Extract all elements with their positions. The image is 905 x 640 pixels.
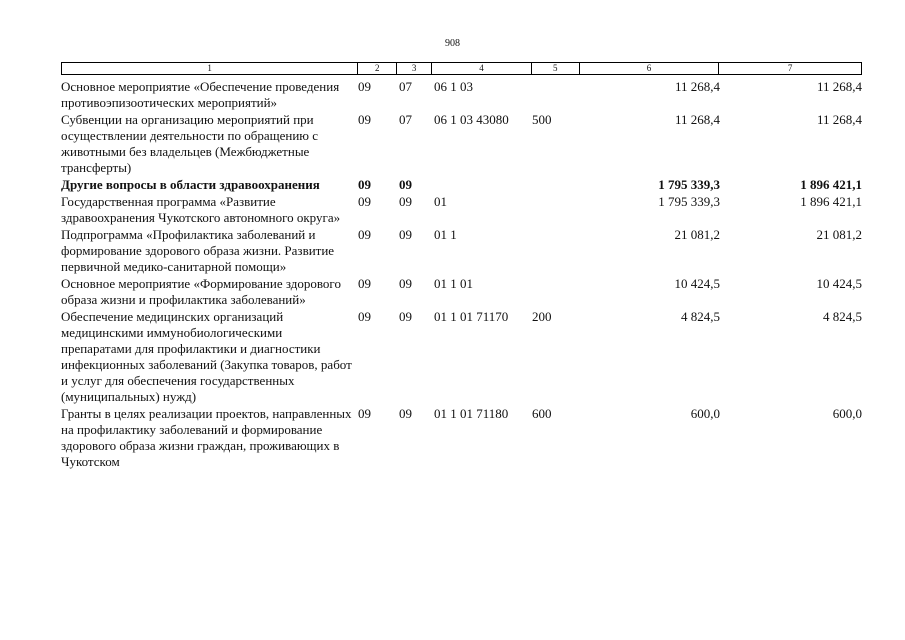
- row-name: Другие вопросы в области здравоохранения: [61, 177, 320, 192]
- row-section: 09: [358, 309, 371, 324]
- row-section: 09: [358, 79, 371, 94]
- row-subsection: 07: [399, 112, 412, 127]
- row-amount-1: 1 795 339,3: [658, 177, 720, 192]
- row-amount-1: 11 268,4: [674, 79, 720, 94]
- row-amount-2: 11 268,4: [816, 112, 862, 127]
- table-row: [61, 79, 862, 111]
- row-expense-type: [532, 227, 580, 275]
- row-section: 09: [358, 112, 371, 127]
- row-name: Субвенции на организацию мероприятий при осуществлении деятельности по обращению с животными без владельцев (Межбюджетные трансферты): [61, 112, 319, 175]
- row-amount-2: 10 424,5: [816, 276, 862, 291]
- row-subsection: 09: [399, 227, 412, 242]
- page-number: 908: [445, 38, 460, 49]
- table-row: [61, 309, 862, 405]
- row-name: Гранты в целях реализации проектов, направленных на профилактику заболеваний и формирование здорового образа жизни граждан, проживающих в Чукотском: [61, 406, 352, 469]
- row-name: Основное мероприятие «Формирование здорового образа жизни и профилактика заболеваний»: [61, 276, 341, 307]
- row-target-article: 01: [434, 194, 447, 209]
- row-section: 09: [358, 276, 371, 291]
- row-expense-type: [532, 276, 580, 308]
- header-col-3: 3: [397, 63, 432, 74]
- row-amount-2: 1 896 421,1: [800, 177, 862, 192]
- table-row: [61, 194, 862, 226]
- row-amount-2: 1 896 421,1: [800, 194, 862, 209]
- budget-table-body: [61, 79, 862, 471]
- row-name: Подпрограмма «Профилактика заболеваний и формирование здорового образа жизни. Развитие первичной медико-санитарной помощи»: [61, 227, 335, 274]
- row-amount-2: 600,0: [832, 406, 862, 421]
- header-col-7: 7: [787, 63, 793, 73]
- row-name: Основное мероприятие «Обеспечение проведения противоэпизоотических мероприятий»: [61, 79, 340, 110]
- table-row: [61, 177, 862, 193]
- row-subsection: 09: [399, 177, 412, 192]
- header-col-6: 6: [580, 63, 720, 74]
- row-target-article: 06 1 03 43080: [434, 112, 509, 127]
- row-amount-2: 21 081,2: [816, 227, 862, 242]
- row-section: 09: [358, 406, 371, 421]
- row-expense-type: [532, 177, 580, 193]
- row-amount-1: 1 795 339,3: [658, 194, 720, 209]
- table-row: [61, 276, 862, 308]
- row-amount-1: 4 824,5: [681, 309, 720, 324]
- table-row: [61, 227, 862, 275]
- row-amount-1: 11 268,4: [674, 112, 720, 127]
- table-row: [61, 112, 862, 176]
- row-amount-1: 600,0: [690, 406, 720, 421]
- row-subsection: 09: [399, 194, 412, 209]
- header-col-2: 2: [358, 63, 397, 74]
- header-col-1: 1: [62, 63, 358, 74]
- row-subsection: 09: [399, 276, 412, 291]
- header-col-5: 5: [532, 63, 580, 74]
- row-target-article: 01 1 01: [434, 276, 473, 291]
- row-name: Государственная программа «Развитие здравоохранения Чукотского автономного округа»: [61, 194, 341, 225]
- row-target-article: 01 1: [434, 227, 457, 242]
- row-subsection: 07: [399, 79, 412, 94]
- header-col-4: 4: [432, 63, 532, 74]
- row-amount-1: 21 081,2: [674, 227, 720, 242]
- row-expense-type: 500: [532, 112, 552, 127]
- row-expense-type: 200: [532, 309, 552, 324]
- row-amount-2: 4 824,5: [823, 309, 862, 324]
- table-header: [61, 62, 862, 75]
- row-expense-type: [532, 79, 580, 111]
- row-expense-type: [532, 194, 580, 226]
- row-amount-2: 11 268,4: [816, 79, 862, 94]
- row-expense-type: 600: [532, 406, 552, 421]
- row-target-article: [432, 177, 532, 193]
- row-section: 09: [358, 177, 371, 192]
- row-amount-1: 10 424,5: [674, 276, 720, 291]
- row-section: 09: [358, 194, 371, 209]
- row-subsection: 09: [399, 309, 412, 324]
- row-section: 09: [358, 227, 371, 242]
- row-name: Обеспечение медицинских организаций медицинскими иммунобиологическими препаратами для профилактики и диагностики инфекционных заболеваний (Закупка товаров, работ и услуг для обеспечения государственных (муниципальных) нужд): [61, 309, 352, 404]
- table-row: [61, 406, 862, 470]
- row-subsection: 09: [399, 406, 412, 421]
- row-target-article: 06 1 03: [434, 79, 473, 94]
- row-target-article: 01 1 01 71180: [434, 406, 509, 421]
- row-target-article: 01 1 01 71170: [434, 309, 509, 324]
